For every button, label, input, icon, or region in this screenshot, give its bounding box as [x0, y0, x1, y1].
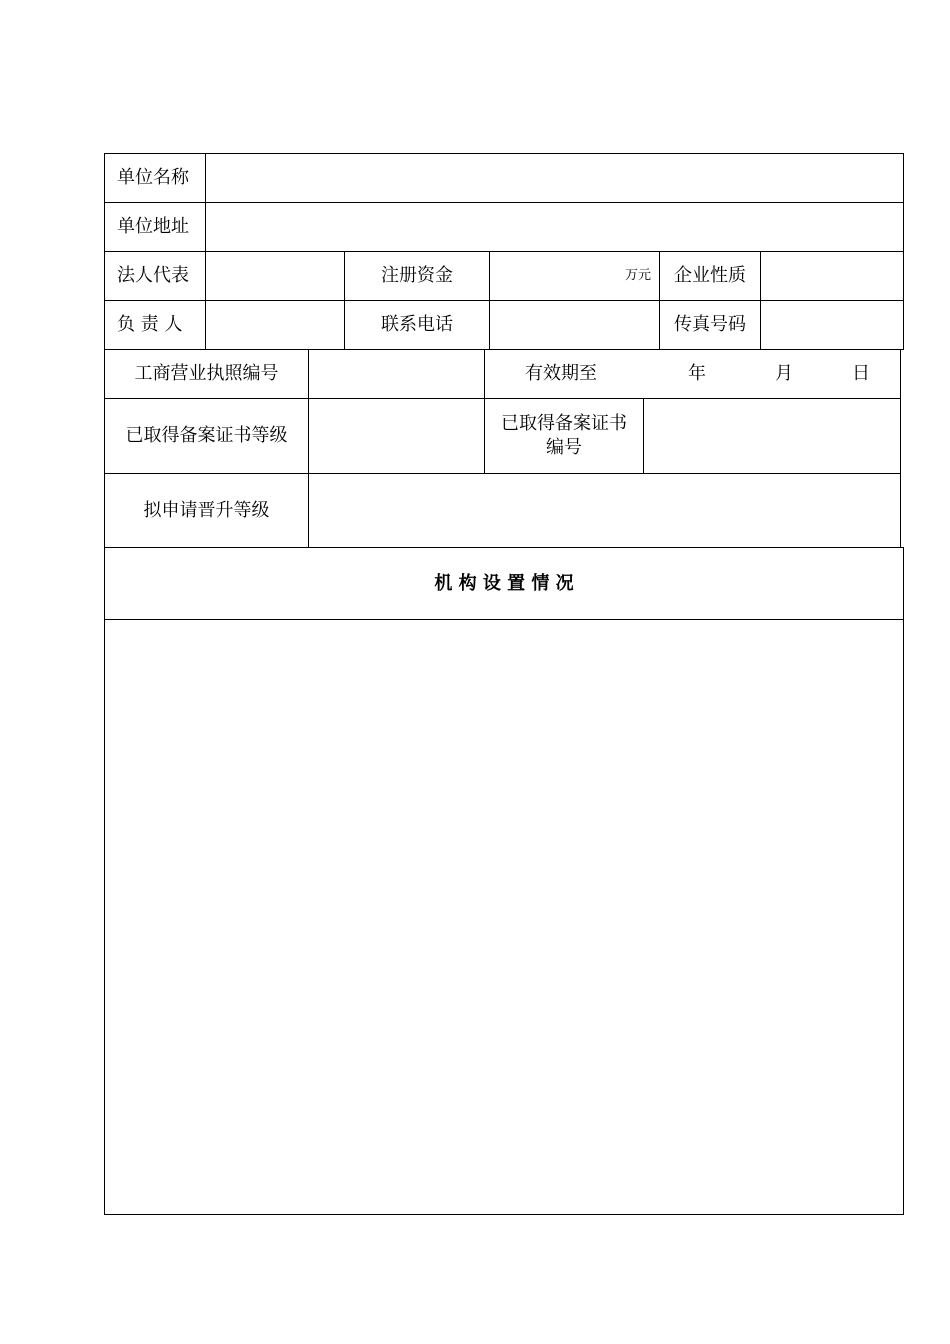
responsible-person-field[interactable]: [205, 300, 345, 350]
cert-number-label-line2: 编号: [546, 437, 582, 458]
apply-grade-label-text: 拟申请晋升等级: [143, 499, 270, 521]
validity-field[interactable]: [484, 349, 901, 399]
fax-number-label: [659, 300, 761, 350]
validity-year: 年: [688, 363, 706, 384]
responsible-person-label: [104, 300, 206, 350]
business-license-field[interactable]: [308, 349, 485, 399]
business-license-label-text: 工商营业执照编号: [134, 363, 279, 384]
validity-month: 月: [775, 363, 793, 384]
fax-number-field[interactable]: [760, 300, 904, 350]
unit-name-label-text: 单位名称: [117, 167, 189, 188]
contact-phone-label-text: 联系电话: [381, 314, 453, 335]
unit-name-label: [104, 153, 206, 203]
business-license-label: [104, 349, 309, 399]
cert-grade-label: [104, 398, 309, 474]
contact-phone-label: [344, 300, 490, 350]
validity-day: 日: [852, 363, 870, 384]
unit-address-label-text: 单位地址: [117, 216, 189, 237]
org-setup-section-title: [104, 547, 904, 620]
reg-capital-label: [344, 251, 490, 301]
unit-address-field[interactable]: [205, 202, 904, 252]
responsible-person-label-text: 负 责 人: [117, 314, 183, 335]
enterprise-nature-field[interactable]: [760, 251, 904, 301]
unit-address-label: [104, 202, 206, 252]
unit-name-field[interactable]: [205, 153, 904, 203]
cert-number-field[interactable]: [643, 398, 901, 474]
enterprise-nature-label-text: 企业性质: [674, 265, 746, 286]
validity-label: 有效期至: [525, 363, 597, 384]
fax-number-label-text: 传真号码: [674, 314, 746, 335]
legal-rep-label: [104, 251, 206, 301]
cert-number-label: [484, 398, 644, 474]
legal-rep-field[interactable]: [205, 251, 345, 301]
enterprise-nature-label: [659, 251, 761, 301]
reg-capital-label-text: 注册资金: [381, 265, 453, 286]
validity-row: [485, 350, 900, 398]
cert-grade-field[interactable]: [308, 398, 485, 474]
apply-grade-label: [104, 473, 309, 548]
org-setup-content-area[interactable]: [104, 619, 904, 1215]
reg-capital-field[interactable]: [489, 251, 660, 301]
org-setup-section-title-text: 机 构 设 置 情 况: [434, 572, 574, 594]
contact-phone-field[interactable]: [489, 300, 660, 350]
cert-grade-label-text: 已取得备案证书等级: [125, 425, 288, 446]
cert-number-label-line1: 已取得备案证书: [501, 413, 627, 434]
reg-capital-unit: 万元: [624, 268, 651, 283]
legal-rep-label-text: 法人代表: [117, 265, 189, 286]
apply-grade-field[interactable]: [308, 473, 901, 548]
